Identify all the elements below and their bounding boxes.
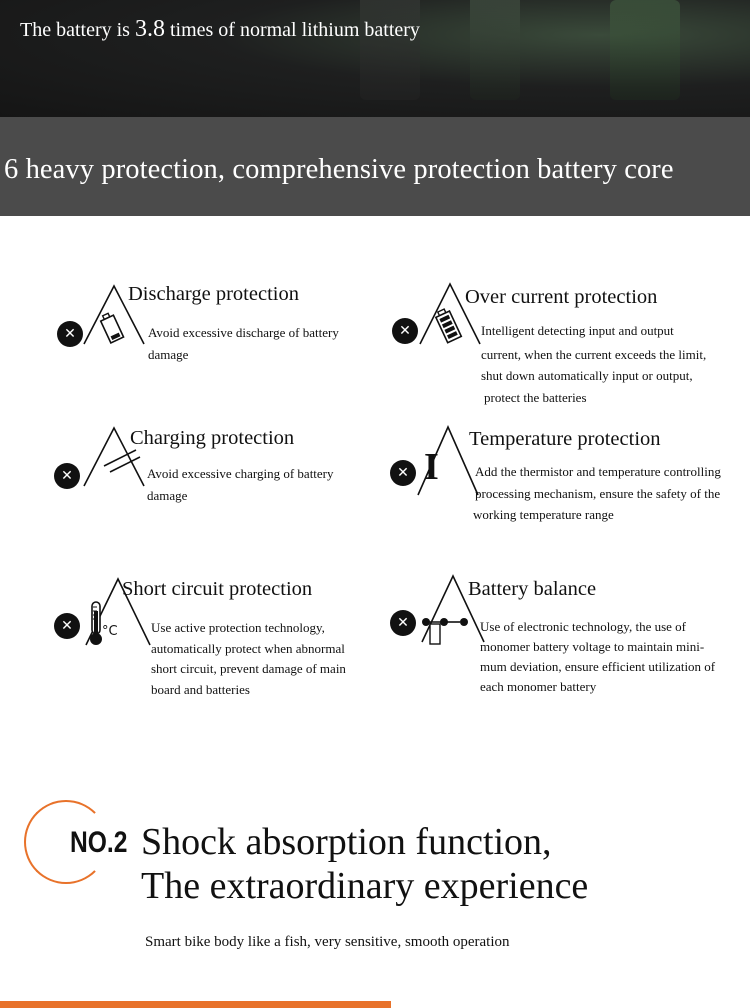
- headline-subtitle: Smart bike body like a fish, very sensitive, smooth operation: [145, 934, 510, 950]
- battery-full-icon: [434, 307, 461, 342]
- feature-title: Over current protection: [465, 286, 658, 308]
- close-icon: ✕: [54, 463, 80, 489]
- feature-description: Avoid excessive charging of battery damage: [147, 466, 334, 503]
- thermistor-icon: I: [424, 446, 439, 488]
- close-icon: ✕: [390, 460, 416, 486]
- feature-title: Battery balance: [468, 578, 597, 600]
- celsius-label: °C: [102, 624, 118, 639]
- top-banner: [0, 0, 750, 117]
- balance-icon: [422, 618, 468, 644]
- feature-title: Charging protection: [130, 427, 295, 449]
- feature-title: Discharge protection: [128, 283, 299, 305]
- close-icon: ✕: [54, 613, 80, 639]
- thermometer-icon: [90, 602, 102, 645]
- section-number: NO.2: [70, 826, 128, 859]
- close-icon: ✕: [57, 321, 83, 347]
- feature-title: Short circuit protection: [122, 578, 313, 600]
- close-icon: ✕: [390, 610, 416, 636]
- headline-line-2: The extraordinary experience: [141, 865, 589, 907]
- feature-title: Temperature protection: [469, 428, 661, 450]
- section-title: 6 heavy protection, comprehensive protection battery core: [4, 154, 674, 185]
- feature-description: Use active protection technology, automatically protect when abnormal short circuit, prevent damage of main board and batteries: [151, 620, 346, 697]
- banner-title: The battery is 3.8 times of normal lithium battery: [20, 16, 420, 42]
- accent-bar: [0, 1001, 391, 1008]
- headline-line-1: Shock absorption function,: [141, 821, 552, 863]
- battery-low-icon: [99, 312, 124, 343]
- feature-description: Avoid excessive discharge of battery damage: [148, 325, 339, 362]
- feature-description: Intelligent detecting input and output current, when the current exceeds the limit, shut down automatically input or output, protect the batteries: [481, 323, 707, 405]
- feature-description: Add the thermistor and temperature controlling processing mechanism, ensure the safety of the working temperature range: [473, 464, 721, 522]
- close-icon: ✕: [392, 318, 418, 344]
- feature-description: Use of electronic technology, the use of monomer battery voltage to maintain mini- mum deviation, ensure efficient utilization of each monomer battery: [480, 619, 716, 694]
